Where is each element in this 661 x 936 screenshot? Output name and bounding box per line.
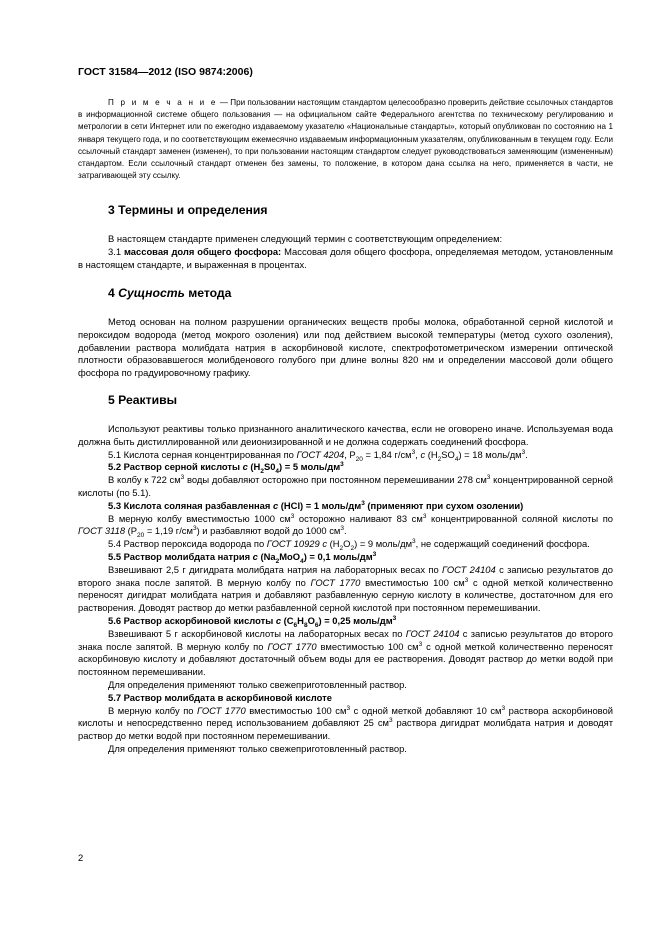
section-4-body xyxy=(78,316,613,380)
gost-reference: ГОСТ 1770 xyxy=(267,640,317,652)
clause-5-6-heading: 5.6 Раствор аскорбиновой кислоты c $(С_6Н_8О_6) = 0,25$ моль/$дм^3$ xyxy=(108,614,397,629)
reference-note xyxy=(78,97,613,182)
page-number: 2 xyxy=(78,852,84,863)
clause-5-6-text: Взвешивают 5 г аскорбиновой кислоты на лабораторных весах по ГОСТ 24104 с записью результатов до второго знака после запятой. В мерную колбу по ГОСТ 1770 вместимостью 100 $см^3$ с одной меткой количественно переносят аскорбиновую кислоту и добавляют достаточный объем воды для ее растворения. Доводят раствор до метки водой при постоянном перемешивании. xyxy=(78,627,613,678)
gost-reference: ГОСТ 24104 xyxy=(405,627,460,639)
definition-3-1 xyxy=(78,246,613,272)
clause-5-3-text: В мерную колбу вместимостью 1000 $см^3$ осторожно наливают 83 $см^3$ концентрированной соляной кислоты по ГОСТ 3118 ($Р_{20} = 1,19$ $г/см^3$) и разбавляют водой до 1000 $см^3$. xyxy=(78,512,613,540)
clause-5-5-heading: 5.5 Раствор молибдата натрия c $(Na_2MoO_4) = 0,1$ моль/$дм^3$ xyxy=(108,550,377,565)
gost-reference: ГОСТ 10929 xyxy=(266,538,320,550)
note-paragraph xyxy=(78,97,613,182)
section-3-body xyxy=(78,233,613,271)
clause-5-1: 5.1 Кислота серная концентрированная по ГОСТ 4204, $Р_{20} = 1,84$ $г/см^3$, c $(Н_2SO_4) = 18$ моль/$дм^3$. xyxy=(108,448,528,463)
clause-5-6-note: Для определения применяют только свежеприготовленный раствор. xyxy=(108,678,407,690)
document-header: ГОСТ 31584—2012 (ISO 9874:2006) xyxy=(78,66,253,78)
clause-5-3-heading: 5.3 Кислота соляная разбавленная c (HCl) = 1 моль/$дм^3$ (применяют при сухом озолении) xyxy=(108,499,524,511)
section-5-intro: Используют реактивы только признанного аналитического качества, если не оговорено иначе. Используемая вода должна быть дистиллированной или деионизированной и не должна содержать соединений фосфора. xyxy=(78,423,613,447)
section-4-title-rest: метода xyxy=(184,286,232,300)
section-5-heading: 5 Реактивы xyxy=(108,393,178,407)
gost-reference: ГОСТ 1770 xyxy=(197,704,246,716)
clause-5-2-heading: 5.2 Раствор серной кислоты c $(Н_2S0_4) = 5$ моль/$дм^3$ xyxy=(108,461,344,476)
section-4-heading xyxy=(108,286,231,300)
clause-5-2-text: В колбу к 722 $см^3$ воды добавляют осторожно при постоянном перемешивании 278 $см^3$ концентрированной серной кислоты (по 5.1). xyxy=(78,474,613,498)
clause-5-4: 5.4 Раствор пероксида водорода по ГОСТ 10929 c $(H_2O_2) = 9$ моль/$дм^3$, не содержащий соединений фосфора. xyxy=(108,538,590,553)
clause-number: 3.1 xyxy=(108,245,124,257)
section-4-paragraph: Метод основан на полном разрушении органических веществ пробы молока, обработанной серной кислотой и пероксидом водорода (метод мокрого озоления) или под действием высокой температуры (метод сухого озоления), добавлении раствора молибдата натрия в аскорбиновой кислоте, спектрофотометрическом измерении оптической плотности образовавшегося молибденового голубого при длине волны 820 нм и определении массовой доли общего фосфора по градуировочному графику. xyxy=(78,316,613,379)
gost-reference: ГОСТ 3118 xyxy=(78,525,126,537)
clause-5-7-note: Для определения применяют только свежеприготовленный раствор. xyxy=(108,742,407,754)
clause-5-5-text: Взвешивают 2,5 г дигидрата молибдата натрия на лабораторных весах по ГОСТ 24104 с записью результатов до второго знака после запятой. В мерную колбу по ГОСТ 1770 вместимостью 100 $см^3$ с одной меткой количественно переносят дигидрат молибдата натрия и добавляют разбавленную серную кислоту в количестве, достаточном для его растворения. Доводят раствор до метки разбавленной серной кислотой при постоянном перемешивании. xyxy=(78,563,613,614)
section-4-title-emphasis: Сущность xyxy=(118,286,185,300)
section-5-body xyxy=(78,423,613,756)
clause-5-7-text: В мерную колбу по ГОСТ 1770 вместимостью 100 $см^3$ с одной меткой добавляют 10 $см^3$ раствора аскорбиновой кислоты и непосредственно перед использованием добавляют 25 $см^3$ раствора дигидрат молибдата натрия и доводят раствор до метки водой при постоянном перемешивании. xyxy=(78,704,614,742)
clause-5-7-heading: 5.7 Раствор молибдата в аскорбиновой кислоте xyxy=(108,691,332,703)
note-text: — При пользовании настоящим стандартом целесообразно проверить действие ссылочных стандартов в информационной системе общего пользования — на официальном сайте Федерального агентства по техническому регулированию и метрологии в сети Интернет или по ежегодно издаваемому указателю «Национальные стандарты», который опубликован по состоянию на 1 января текущего года, и по соответствующим ежемесячно издаваемым информационным указателям, опубликованным в текущем году. Если ссылочный стандарт заменен (изменен), то при пользовании настоящим стандартом следует руководствоваться заменяющим (измененным) стандартом. Если ссылочный стандарт отменен без замены, то положение, в котором дана ссылка на него, применяется в части, не затрагивающей эту ссылку. xyxy=(78,98,614,181)
gost-reference: ГОСТ 1770 xyxy=(310,576,361,588)
definition-text: Массовая доля общего фосфора, определяемая методом, установленным в настоящем стандарте, и выраженная в процентах. xyxy=(78,245,614,270)
gost-reference: ГОСТ 24104 xyxy=(442,563,496,575)
gost-reference: ГОСТ 4204 xyxy=(296,448,345,460)
section-3-heading: 3 Термины и определения xyxy=(108,203,268,217)
section-4-number: 4 xyxy=(108,286,119,300)
defined-term: массовая доля общего фосфора: xyxy=(124,245,282,257)
section-3-intro: В настоящем стандарте применен следующий термин с соответствующим определением: xyxy=(108,233,503,244)
note-label: П р и м е ч а н и е xyxy=(108,98,218,107)
